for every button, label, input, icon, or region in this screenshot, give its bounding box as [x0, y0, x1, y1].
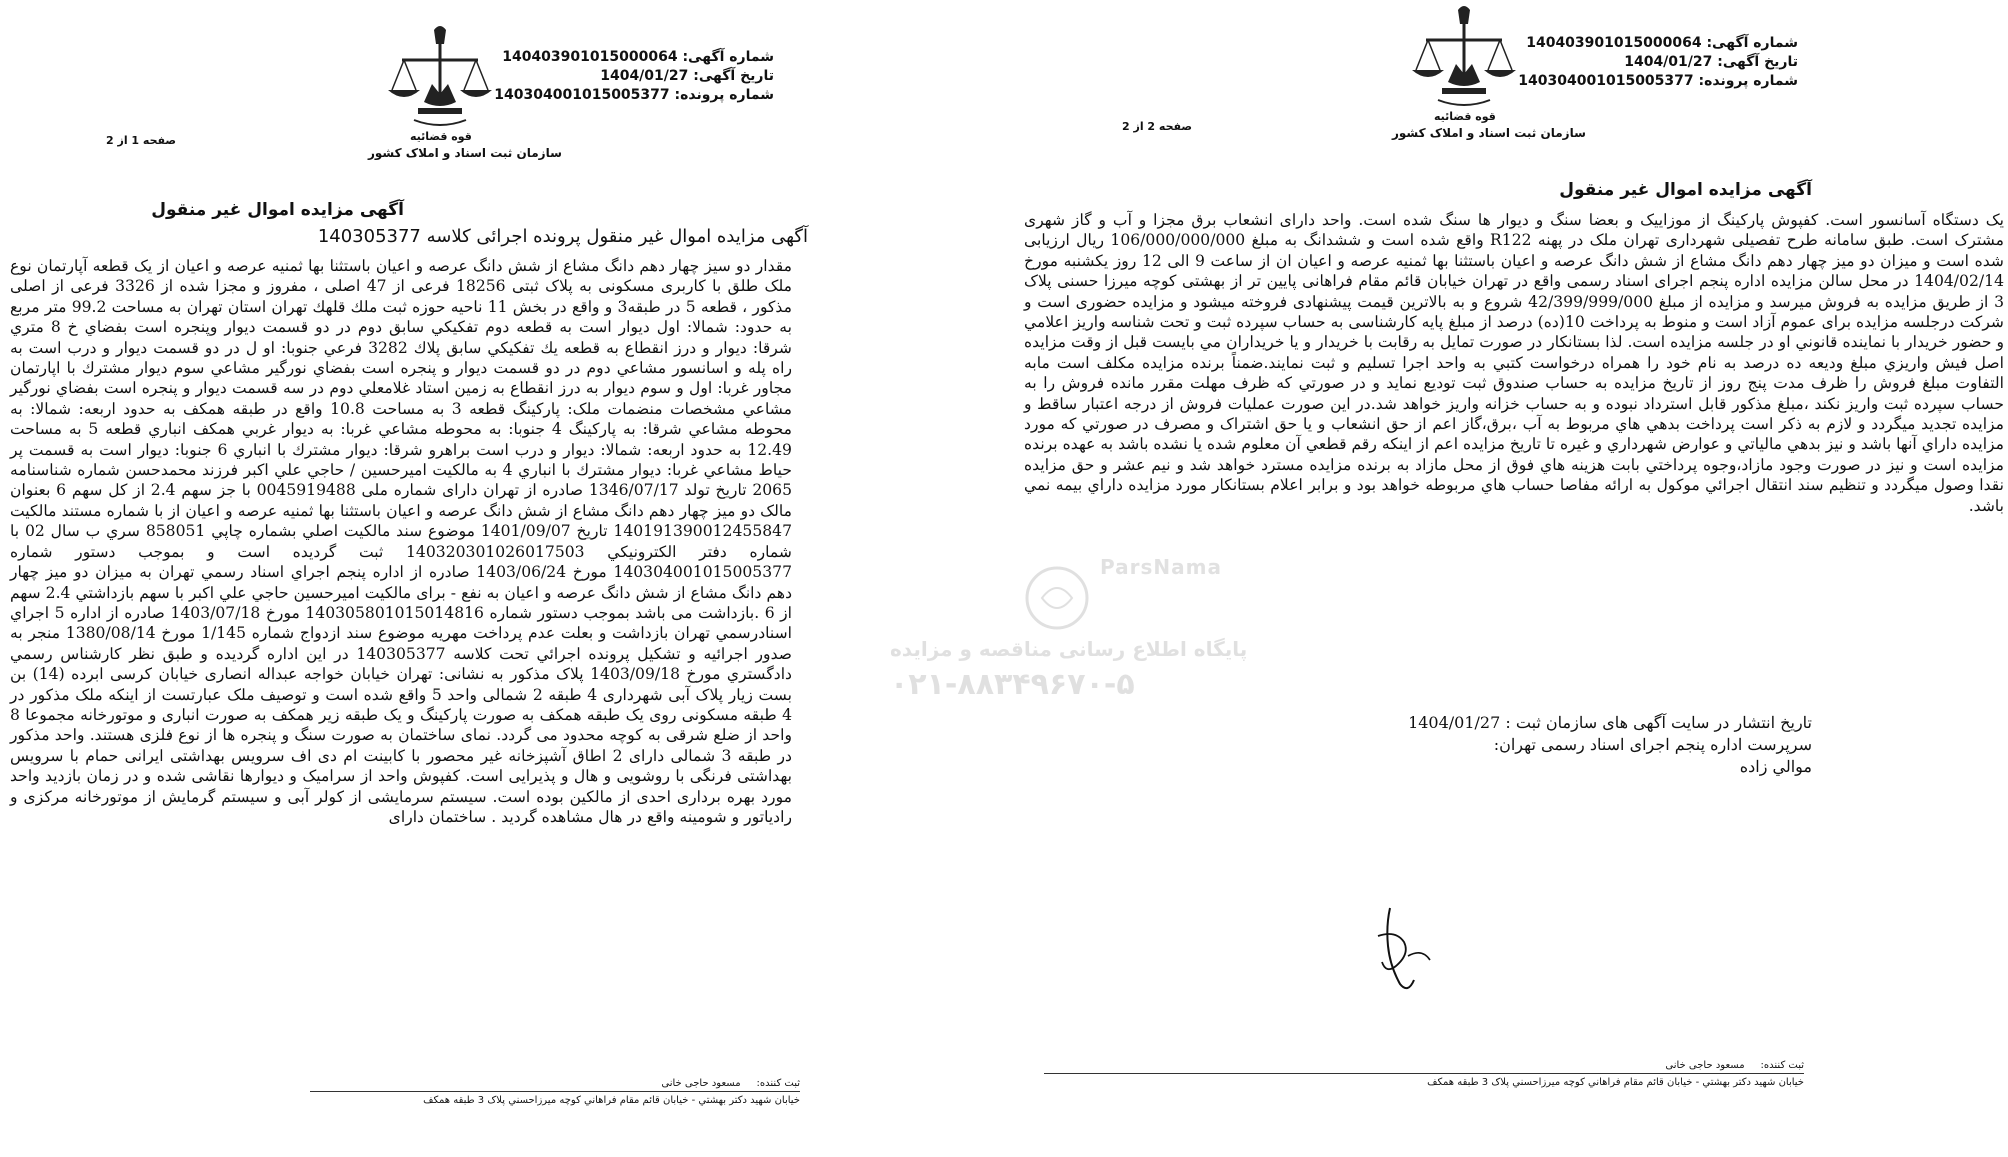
footer-divider — [1044, 1073, 1804, 1074]
page-footer — [1044, 1060, 1804, 1088]
publish-label: تاریخ انتشار در سایت آگهی های سازمان ثبت : — [1505, 713, 1812, 732]
auction-body-text: مقدار دو سیز چهار دهم دانگ مشاع از شش دانگ عرصه و اعیان باستثنا بها ثمنیه عرصه و اعیان از یک قطعه آپارتمان نوع ملک طلق با کاربری مسکونی به پلاک ثبتی 18256 فرعی از 47 اصلی ، مفروز و مجزا شده از 3326 فرعی از اصلی مذکور ، قطعه 5 در طبقه3 و واقع در بخش 11 ناحیه حوزه ثبت ملك قلهك تهران استان تهران به مساحت 99.2 متر مربع به حدود: شمالا: اول دیوار است به قطعه دوم تفکیکي سابق دوم در دو قسمت دیوار وپنجره است بفضاي خ 8 متري شرقا: دیوار و درز انقطاع به قطعه یك تفکیکي سابق پلاك 3282 فرعي جنوبا: او ل در دو قسمت دیوار و درب است به راه پله و اسانسور مشاعي دوم در دو قسمت دیوار و پنجره است بفضاي نورگیر مشاعي سوم دیوار مشترك با اپارتمان مجاور غربا: اول و سوم دیوار به درز انقطاع به زمین استاد غلامعلي دوم در سه قسمت دیوار و پنجره است بفضاي نورگیر مشاعي مشخصات منضمات ملک: پارکینگ قطعه 3 به مساحت 10.8 واقع در طبقه همکف به حدود اربعه: شمالا: به محوطه مشاعي شرقا: به پارکینگ 4 جنوبا: به محوطه مشاعي غربا: به دیوار غربي همکف انباري قطعه 5 به مساحت 12.49 به حدود اربعه: شمالا: دیوار و درب است براهرو شرقا: دیوار مشترك با انباري 6 جنوبا: دیوار است به قسمت پر حیاط مشاعي غربا: دیوار مشترك با انباري 4 به مالکیت امیرحسین / حاجي علي اکبر فرزند محمدحسن شماره شناسنامه 2065 تاریخ تولد 1346/07/17 صادره از تهران دارای شماره ملی 0045919488 با جز سهم 2.4 از کل سهم 6 بعنوان مالک دو میز چهار دهم دانگ مشاع از شش دانگ عرصه و اعیان باستثنا بها ثمنیه عرصه و اعیان از با شماره مستند مالکیت 140191390012455847 تاریخ 1401/09/07 موضوع سند مالکیت اصلي بشماره چاپي 858051 سري ب سال 02 با شماره دفتر الکترونیکي 140320301026017503 ثبت گردیده است و بموجب دستور شماره 140304001015005377 مورخ 1403/06/24 صادره از اداره پنجم اجراي اسناد رسمي تهران به میزان دو میز چهار دهم دانگ مشاع از شش دانگ عرصه و اعیان به نفع - برای مالکیت امیرحسین حاجي علي اکبر با سهم بازداشتي 2.4 سهم از 6 .بازداشت می باشد بموجب دستور شماره 140305801015014816 مورخ 1403/07/18 صادره از اداره 5 اجراي اسنادرسمي تهران بازداشت و بعلت عدم پرداخت مهریه موضوع سند ازدواج شماره 1/145 مورخ 1380/08/14 منجر به صدور اجرائیه و تشکیل پرونده اجرائي تحت کلاسه 140305377 در این اداره گردیده و طبق نظر کارشناس رسمي دادگستري مورخ 1403/09/18 پلاک مذکور به نشانی: تهران خیابان خواجه عبداله انصاری خیابان کرسی ابرده (14) بن بست زیار پلاک آبی شهرداری 4 طبقه 2 شمالی واحد 5 واقع شده است و توصیف ملک عبارتست از اینکه ملک مذکور در 4 طبقه مسکونی روی یک طبقه همکف به صورت پارکینگ و یک طبقه زیر همکف به صورت انباری و موتورخانه مجموعا 8 واحد از ضلع شرقی به کوچه محدود می گردد. نمای ساختمان به صورت سنگ و پنجره ها از نوع فلزی هستند. واحد مذکور در طبقه 3 شمالی دارای 2 اطاق آشپزخانه غیر محصور با کابینت ام دی اف سرویس بهداشتی ایرانی حمام با سرویس بهداشتی فرنگی با روشویی و هال و پذیرایی است. کفپوش واحد از سرامیک و دیوارها نقاشی شده و در زمان بازدید واحد مورد بهره برداری احدی از مالکین بوده است. سیستم سرمایشی از کولر آبی و سیستم گرمایش از موتورخانه مرکزی و رادیاتور و شومینه واقع در هال مشاهده گردید . ساختمان دارای — [10, 257, 793, 826]
footer-address: خیابان شهید دکتر بهشتي - خیابان قائم مقام فراهاني کوچه میرزاحسني پلاک 3 طبقه همکف — [1427, 1077, 1804, 1088]
signer-name: موالي زاده — [1739, 757, 1812, 776]
ad-date-label: تاریخ آگهی: — [693, 68, 774, 84]
page-number: صفحه 2 از 2 — [1122, 120, 1193, 133]
page-number: صفحه 1 از 2 — [106, 134, 177, 147]
page-footer — [310, 1078, 800, 1106]
case-number: 140304001015005377 — [1518, 73, 1694, 89]
footer-divider — [310, 1091, 800, 1092]
case-number-row — [1518, 72, 1798, 91]
watermark-brand: ParsNama — [1100, 555, 1222, 579]
publish-row — [1408, 712, 1812, 734]
logo-caption-bottom: سازمان ثبت اسناد و املاک کشور — [1392, 126, 1586, 140]
case-number-label: شماره پرونده: — [674, 87, 774, 103]
ad-number: 140403901015000064 — [1526, 35, 1702, 51]
ad-date-row — [494, 67, 774, 86]
registrar-name: مسعود حاجی خانی — [661, 1078, 741, 1089]
case-number-row — [494, 86, 774, 105]
case-number-label: شماره پرونده: — [1698, 73, 1798, 89]
watermark-tagline: پایگاه اطلاع رسانی مناقصه و مزایده — [890, 637, 1248, 661]
ad-header — [494, 48, 774, 105]
ad-number-row — [1518, 34, 1798, 53]
logo-caption-bottom: سازمان ثبت اسناد و املاک کشور — [368, 146, 562, 160]
publish-date: 1404/01/27 — [1408, 713, 1501, 732]
watermark-phone: ۰۲۱-۸۸۳۴۹۶۷۰-۵ — [890, 667, 1135, 702]
ad-date-row — [1518, 53, 1798, 72]
document-title: آگهی مزایده اموال غیر منقول — [151, 200, 404, 220]
registrar-row — [310, 1078, 800, 1089]
document-subtitle: آگهی مزایده اموال غیر منقول پرونده اجرائی کلاسه 140305377 — [317, 226, 808, 247]
case-number: 140304001015005377 — [494, 87, 670, 103]
ad-number-label: شماره آگهی: — [682, 49, 774, 65]
ad-number: 140403901015000064 — [502, 49, 678, 65]
footer-address: خیابان شهید دکتر بهشتي - خیابان قائم مقام فراهاني کوچه میرزاحسني پلاک 3 طبقه همکف — [423, 1095, 800, 1106]
auction-body-text: یک دستگاه آسانسور است. کفپوش پارکینگ از موزاییک و بعضا سنگ و دیوار ها سنگ شده است. واحد دارای انشعاب برق مجزا و آب و گاز شهری مشترک است. طبق سامانه طرح تفصیلی شهرداری تهران ملک در پهنه R122 واقع شده است و ششدانگ به مبلغ 106/000/000/000 ریال ارزیابی شده است و میزان دو میز چهار دهم دانگ مشاع از شش دانگ عرصه و اعیان باستثنا بها ثمنیه عرصه و اعیان ان از ساعت 9 الی 12 روز یکشنبه مورخ 1404/02/14 در محل سالن مزایده اداره پنجم اجرای اسناد رسمی واقع در تهران خیابان قائم مقام فراهانی پایین تر از بهشتی کوچه میرزا حسنی پلاک 3 از طریق مزایده به فروش میرسد و مزایده از مبلغ 42/399/999/000 شروع و به بالاترین قیمت پیشنهادی فروخته میشود و مزایده حضوری است و شرکت درجلسه مزایده برای عموم آزاد است و منوط به پرداخت 10(ده) درصد از مبلغ پایه کارشناسی به حساب سپرده ثبت و تحت شناسه واریز اعلامي و حضور خریدار با نماینده قانوني او در جلسه مزایده است. لذا بستانکار در صورت تمایل به رقابت با خریدار و یا خریداران مي بایست قبل از وقت مزایده اصل فیش واریزي مبلغ ودیعه ده درصد به نام خود را همراه درخواست کتبي به واحد اجرا تسلیم و ثبت نمایند.ضمناً برنده مزایده مکلف است مابه التفاوت مبلغ فروش را ظرف مدت پنج روز از تاریخ مزایده به حساب صندوق ثبت تودیع نماید و در صورتي که ظرف مهلت مقرر مانده فروش را به حساب سپرده ثبت واریز نکند ،مبلغ مذکور قابل استرداد نبوده و به حساب خزانه واریز خواهد شد.در این صورت عملیات فروش از درجه اعتبار ساقط و مزایده تجدید میگردد و لازم به ذکر است پرداخت بدهي هاي مربوط به آب ،برق،گاز اعم از حق انشعاب و یا حق اشتراک و مصرف در صورتي که مورد مزایده داراي آنها باشد و نیز بدهي مالیاتي و عوارض شهرداري و غیره تا تاریخ مزایده اعم از اینکه رقم قطعي آن معلوم شده یا نشده باشد به عهده برنده مزایده است و نیز در صورت وجود مازاد،وجوه پرداختي بابت هزینه هاي فوق از محل مازاد به برنده مزایده مسترد خواهد شد و نیم عشر و حق مزایده نقدا وصول میگردد و تنظیم سند انتقال اجرائي موکول به ارائه مفاصا حساب هاي مربوطه خواهد بود و برابر اعلام بستانکار مورد مزایده داراي بیمه نمي باشد. — [1024, 211, 2005, 515]
logo-caption-top: قوه قضائیه — [410, 130, 472, 143]
registrar-name: مسعود حاجی خانی — [1665, 1060, 1745, 1071]
registrar-label: ثبت کننده: — [756, 1078, 800, 1089]
ad-date: 1404/01/27 — [1624, 54, 1713, 70]
ad-number-label: شماره آگهی: — [1706, 35, 1798, 51]
ad-header — [1518, 34, 1798, 91]
page-2 — [1004, 0, 2008, 1157]
signer-title: سرپرست اداره پنجم اجرای اسناد رسمی تهران: — [1493, 735, 1812, 754]
logo-caption-top: قوه قضائیه — [1434, 110, 1496, 123]
ad-number-row — [494, 48, 774, 67]
publication-block — [1408, 712, 1812, 778]
document-title: آگهی مزایده اموال غیر منقول — [1559, 180, 1812, 200]
ad-date-label: تاریخ آگهی: — [1717, 54, 1798, 70]
handwritten-signature-icon — [1338, 896, 1448, 1006]
registrar-row — [1044, 1060, 1804, 1071]
ad-date: 1404/01/27 — [600, 68, 689, 84]
registrar-label: ثبت کننده: — [1760, 1060, 1804, 1071]
